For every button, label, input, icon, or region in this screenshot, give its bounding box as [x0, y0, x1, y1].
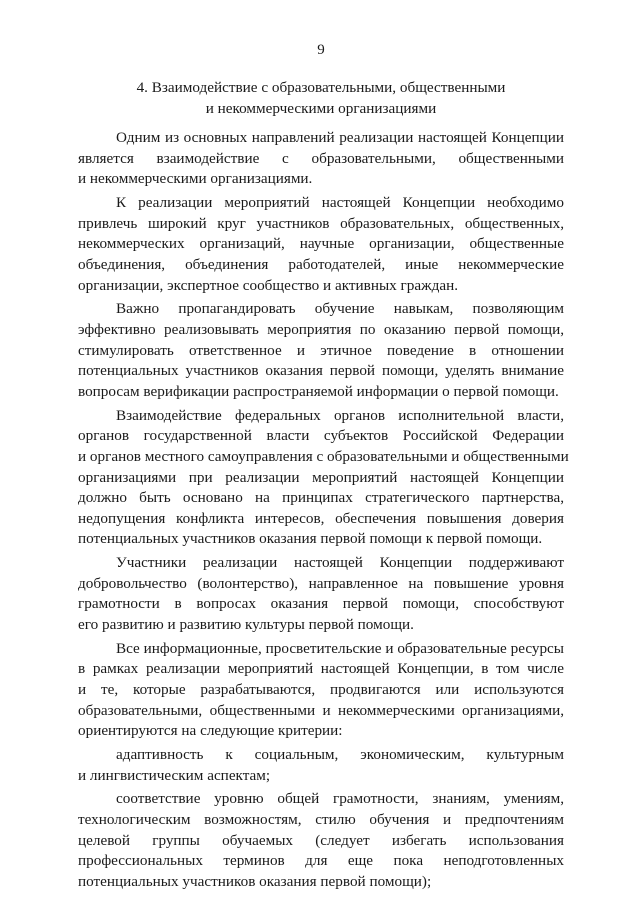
paragraph-line: технологическим возможностям, стилю обучения и предпочтениям: [78, 811, 564, 828]
paragraph-line: некоммерческих организаций, научные организации, общественные: [78, 235, 564, 253]
document-body: [78, 128, 569, 896]
paragraph: [78, 406, 569, 551]
paragraph-line: потенциальных участников оказания первой помощи к первой помощи.: [78, 530, 543, 548]
paragraph-line: Все информационные, просветительские и образовательные ресурсы: [116, 639, 564, 657]
paragraph-line: Важно пропагандировать обучение навыкам, позволяющим: [116, 300, 564, 318]
paragraph: [78, 745, 564, 786]
paragraph-line: Участники реализации настоящей Концепции поддерживают: [116, 554, 564, 572]
section-heading-line: и некоммерческими организациями: [205, 99, 437, 117]
paragraph: [78, 639, 564, 742]
paragraph-line: и органов местного самоуправления с образовательными и общественными: [78, 447, 569, 465]
paragraph-line: организации, экспертное сообщество и активных граждан.: [78, 276, 458, 294]
paragraph-line: потенциальных участников оказания первой помощи);: [78, 872, 432, 890]
paragraph-line: Взаимодействие федеральных органов исполнительной власти,: [116, 406, 564, 424]
paragraph: [78, 128, 564, 190]
paragraph-line: К реализации мероприятий настоящей Концепции необходимо: [116, 193, 564, 211]
paragraph-line: организациями при реализации мероприятий настоящей Концепции: [78, 468, 564, 486]
paragraph-line: потенциальных участников оказания первой помощи, уделять внимание: [78, 362, 564, 380]
paragraph-line: органов государственной власти субъектов Российской Федерации: [78, 427, 564, 445]
paragraph-line: грамотности в вопросах оказания первой помощи, способствуют: [78, 595, 564, 613]
paragraph: [78, 553, 564, 636]
paragraph-line: и те, которые разрабатываются, продвигаются или используются: [78, 681, 564, 699]
paragraph-line: должно быть основано на принципах стратегического партнерства,: [78, 489, 564, 507]
paragraph-line: является взаимодействие с образовательными, общественными: [78, 149, 564, 167]
paragraph-line: Одним из основных направлений реализации настоящей Концепции: [116, 129, 564, 146]
paragraph-line: эффективно реализовывать мероприятия по оказанию первой помощи,: [78, 320, 564, 338]
paragraph-line: и некоммерческими организациями.: [78, 170, 313, 188]
paragraph-line: недопущения конфликта интересов, обеспечения повышения доверия: [78, 509, 564, 527]
paragraph-line: соответствие уровню общей грамотности, знаниям, умениям,: [116, 790, 564, 808]
paragraph-line: в рамках реализации мероприятий настоящей Концепции, в том числе: [78, 660, 564, 678]
paragraph-line: стимулировать ответственное и этичное поведение в отношении: [78, 341, 564, 359]
page-number: 9: [317, 42, 325, 58]
paragraph-line: образовательными, общественными и некоммерческими организациями,: [78, 701, 564, 719]
paragraph-line: объединения, объединения работодателей, иные некоммерческие: [78, 255, 564, 273]
paragraph-line: вопросам верификации распространяемой информации о первой помощи.: [78, 382, 559, 400]
paragraph-line: добровольчество (волонтерство), направленное на повышение уровня: [78, 574, 564, 592]
paragraph-line: и лингвистическим аспектам;: [78, 766, 271, 784]
paragraph-line: целевой группы обучаемых (следует избегать использования: [78, 831, 564, 849]
paragraph: [78, 789, 564, 892]
paragraph: [78, 299, 564, 402]
section-heading-line: 4. Взаимодействие с образовательными, общественными: [136, 79, 506, 96]
paragraph-line: его развитию и развитию культуры первой помощи.: [78, 616, 414, 634]
paragraph-line: привлечь широкий круг участников образовательных, общественных,: [78, 214, 564, 232]
paragraph: [78, 193, 564, 296]
paragraph-line: ориентируются на следующие критерии:: [78, 722, 343, 740]
paragraph-line: профессиональных терминов для еще пока неподготовленных: [78, 852, 564, 870]
paragraph-line: адаптивность к социальным, экономическим, культурным: [116, 746, 564, 764]
section-heading: [78, 78, 564, 119]
